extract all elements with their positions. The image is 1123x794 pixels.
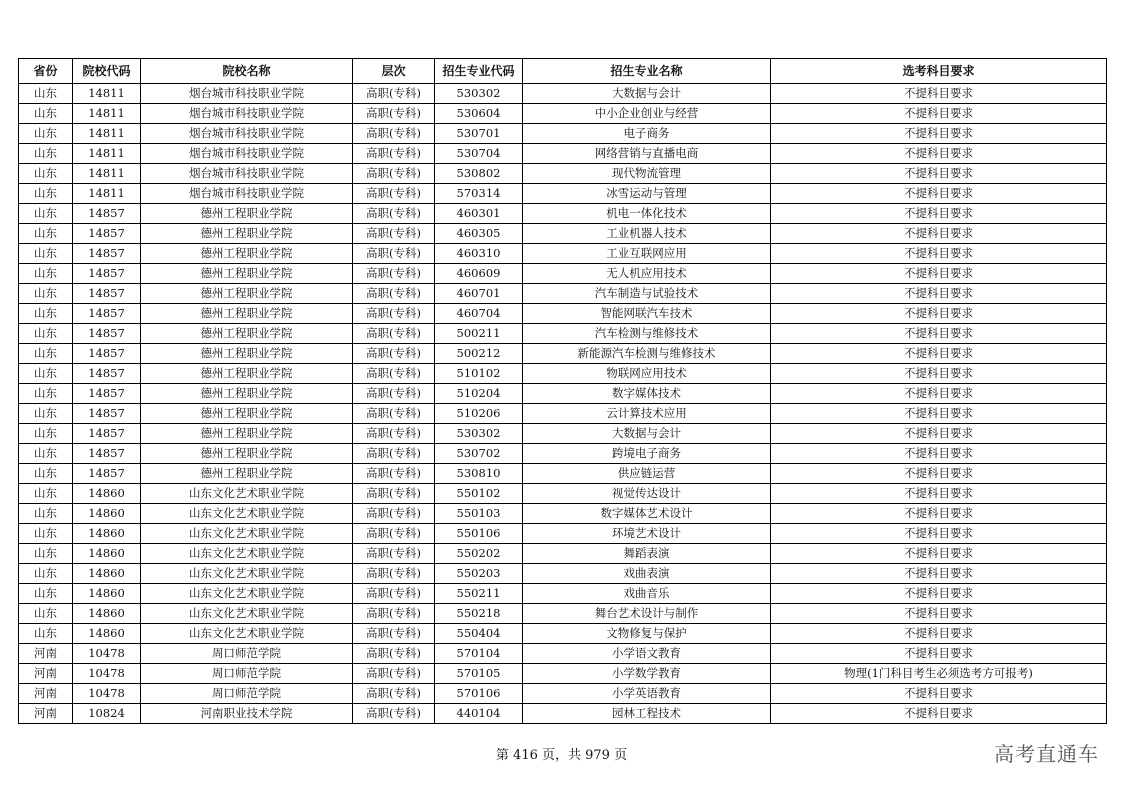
cell-province: 河南 — [19, 664, 73, 684]
cell-major-name: 汽车检测与维修技术 — [523, 324, 771, 344]
cell-school-code: 14857 — [73, 264, 141, 284]
cell-province: 山东 — [19, 524, 73, 544]
header-major-code: 招生专业代码 — [435, 59, 523, 84]
cell-level: 高职(专科) — [353, 184, 435, 204]
cell-major-code: 530802 — [435, 164, 523, 184]
cell-level: 高职(专科) — [353, 704, 435, 724]
cell-major-code: 570106 — [435, 684, 523, 704]
cell-subject-requirement: 不提科目要求 — [771, 684, 1107, 704]
cell-major-name: 数字媒体艺术设计 — [523, 504, 771, 524]
cell-level: 高职(专科) — [353, 264, 435, 284]
cell-major-code: 530302 — [435, 84, 523, 104]
cell-school-name: 德州工程职业学院 — [141, 224, 353, 244]
cell-school-name: 德州工程职业学院 — [141, 384, 353, 404]
cell-school-code: 14860 — [73, 604, 141, 624]
table-row — [19, 624, 1107, 644]
header-school-code: 院校代码 — [73, 59, 141, 84]
cell-school-code: 14857 — [73, 464, 141, 484]
cell-major-name: 工业互联网应用 — [523, 244, 771, 264]
header-subject-requirement: 选考科目要求 — [771, 59, 1107, 84]
cell-province: 山东 — [19, 304, 73, 324]
table-row — [19, 424, 1107, 444]
table-row — [19, 304, 1107, 324]
table-row — [19, 244, 1107, 264]
cell-school-code: 10478 — [73, 644, 141, 664]
cell-major-name: 数字媒体技术 — [523, 384, 771, 404]
page-number: 第 416 页，共 979 页 — [495, 748, 628, 763]
cell-level: 高职(专科) — [353, 684, 435, 704]
cell-province: 山东 — [19, 584, 73, 604]
cell-school-name: 山东文化艺术职业学院 — [141, 604, 353, 624]
cell-subject-requirement: 不提科目要求 — [771, 344, 1107, 364]
cell-school-code: 10478 — [73, 684, 141, 704]
cell-major-code: 510204 — [435, 384, 523, 404]
cell-province: 山东 — [19, 564, 73, 584]
cell-province: 山东 — [19, 544, 73, 564]
cell-subject-requirement: 不提科目要求 — [771, 324, 1107, 344]
cell-school-name: 烟台城市科技职业学院 — [141, 184, 353, 204]
cell-major-code: 550103 — [435, 504, 523, 524]
cell-province: 山东 — [19, 404, 73, 424]
cell-major-name: 电子商务 — [523, 124, 771, 144]
cell-school-code: 14857 — [73, 344, 141, 364]
cell-level: 高职(专科) — [353, 164, 435, 184]
cell-school-code: 14857 — [73, 364, 141, 384]
cell-school-name: 德州工程职业学院 — [141, 344, 353, 364]
cell-school-code: 14857 — [73, 324, 141, 344]
table-row — [19, 124, 1107, 144]
cell-major-name: 汽车制造与试验技术 — [523, 284, 771, 304]
cell-major-code: 570104 — [435, 644, 523, 664]
cell-subject-requirement: 不提科目要求 — [771, 704, 1107, 724]
cell-major-name: 大数据与会计 — [523, 84, 771, 104]
cell-major-code: 460310 — [435, 244, 523, 264]
cell-major-code: 460301 — [435, 204, 523, 224]
cell-province: 山东 — [19, 144, 73, 164]
cell-school-code: 14857 — [73, 404, 141, 424]
cell-level: 高职(专科) — [353, 224, 435, 244]
cell-school-name: 德州工程职业学院 — [141, 204, 353, 224]
cell-province: 山东 — [19, 284, 73, 304]
cell-province: 山东 — [19, 384, 73, 404]
cell-major-code: 550203 — [435, 564, 523, 584]
cell-major-name: 视觉传达设计 — [523, 484, 771, 504]
cell-major-code: 550102 — [435, 484, 523, 504]
cell-subject-requirement: 不提科目要求 — [771, 604, 1107, 624]
cell-subject-requirement: 不提科目要求 — [771, 164, 1107, 184]
cell-province: 山东 — [19, 84, 73, 104]
cell-level: 高职(专科) — [353, 84, 435, 104]
cell-subject-requirement: 不提科目要求 — [771, 264, 1107, 284]
cell-province: 山东 — [19, 504, 73, 524]
table-row — [19, 464, 1107, 484]
cell-school-name: 德州工程职业学院 — [141, 444, 353, 464]
cell-major-name: 无人机应用技术 — [523, 264, 771, 284]
cell-province: 山东 — [19, 224, 73, 244]
cell-province: 山东 — [19, 624, 73, 644]
cell-school-name: 山东文化艺术职业学院 — [141, 564, 353, 584]
cell-school-name: 河南职业技术学院 — [141, 704, 353, 724]
cell-level: 高职(专科) — [353, 644, 435, 664]
cell-major-code: 550202 — [435, 544, 523, 564]
cell-major-code: 460609 — [435, 264, 523, 284]
cell-school-name: 山东文化艺术职业学院 — [141, 624, 353, 644]
cell-subject-requirement: 不提科目要求 — [771, 444, 1107, 464]
cell-school-code: 14857 — [73, 284, 141, 304]
cell-major-name: 现代物流管理 — [523, 164, 771, 184]
table-row — [19, 204, 1107, 224]
admission-table — [18, 58, 1107, 724]
cell-school-name: 烟台城市科技职业学院 — [141, 144, 353, 164]
cell-level: 高职(专科) — [353, 404, 435, 424]
cell-school-code: 14860 — [73, 524, 141, 544]
table-row — [19, 84, 1107, 104]
cell-school-code: 14860 — [73, 544, 141, 564]
table-row — [19, 684, 1107, 704]
cell-major-name: 智能网联汽车技术 — [523, 304, 771, 324]
cell-major-name: 冰雪运动与管理 — [523, 184, 771, 204]
cell-school-name: 德州工程职业学院 — [141, 324, 353, 344]
cell-level: 高职(专科) — [353, 444, 435, 464]
cell-province: 山东 — [19, 104, 73, 124]
cell-school-name: 烟台城市科技职业学院 — [141, 124, 353, 144]
cell-level: 高职(专科) — [353, 204, 435, 224]
cell-province: 山东 — [19, 124, 73, 144]
cell-level: 高职(专科) — [353, 564, 435, 584]
cell-major-code: 570105 — [435, 664, 523, 684]
table-row — [19, 144, 1107, 164]
cell-province: 山东 — [19, 444, 73, 464]
cell-school-code: 14857 — [73, 444, 141, 464]
cell-subject-requirement: 不提科目要求 — [771, 224, 1107, 244]
table-row — [19, 404, 1107, 424]
cell-major-name: 小学数学教育 — [523, 664, 771, 684]
cell-subject-requirement: 不提科目要求 — [771, 84, 1107, 104]
cell-level: 高职(专科) — [353, 624, 435, 644]
cell-subject-requirement: 不提科目要求 — [771, 484, 1107, 504]
cell-province: 山东 — [19, 204, 73, 224]
cell-level: 高职(专科) — [353, 544, 435, 564]
cell-school-name: 周口师范学院 — [141, 644, 353, 664]
cell-major-name: 戏曲音乐 — [523, 584, 771, 604]
cell-major-code: 550218 — [435, 604, 523, 624]
cell-major-code: 530704 — [435, 144, 523, 164]
cell-school-name: 烟台城市科技职业学院 — [141, 164, 353, 184]
table-row — [19, 324, 1107, 344]
cell-level: 高职(专科) — [353, 344, 435, 364]
cell-subject-requirement: 不提科目要求 — [771, 424, 1107, 444]
cell-major-code: 570314 — [435, 184, 523, 204]
cell-subject-requirement: 不提科目要求 — [771, 304, 1107, 324]
cell-school-code: 14860 — [73, 584, 141, 604]
cell-province: 山东 — [19, 324, 73, 344]
cell-major-name: 物联网应用技术 — [523, 364, 771, 384]
cell-province: 山东 — [19, 164, 73, 184]
cell-school-code: 14811 — [73, 104, 141, 124]
cell-school-name: 德州工程职业学院 — [141, 284, 353, 304]
cell-subject-requirement: 不提科目要求 — [771, 204, 1107, 224]
cell-school-code: 14857 — [73, 424, 141, 444]
cell-province: 河南 — [19, 644, 73, 664]
cell-province: 山东 — [19, 244, 73, 264]
cell-school-name: 德州工程职业学院 — [141, 244, 353, 264]
cell-major-code: 460305 — [435, 224, 523, 244]
cell-subject-requirement: 不提科目要求 — [771, 644, 1107, 664]
cell-level: 高职(专科) — [353, 104, 435, 124]
cell-subject-requirement: 不提科目要求 — [771, 364, 1107, 384]
cell-major-name: 大数据与会计 — [523, 424, 771, 444]
cell-school-code: 14857 — [73, 384, 141, 404]
cell-subject-requirement: 不提科目要求 — [771, 184, 1107, 204]
table-row — [19, 564, 1107, 584]
cell-school-code: 14811 — [73, 164, 141, 184]
table-row — [19, 584, 1107, 604]
cell-major-name: 舞蹈表演 — [523, 544, 771, 564]
cell-major-code: 550404 — [435, 624, 523, 644]
cell-school-name: 德州工程职业学院 — [141, 424, 353, 444]
cell-province: 山东 — [19, 344, 73, 364]
table-row — [19, 544, 1107, 564]
table-row — [19, 264, 1107, 284]
cell-school-code: 10478 — [73, 664, 141, 684]
header-major-name: 招生专业名称 — [523, 59, 771, 84]
cell-major-name: 跨境电子商务 — [523, 444, 771, 464]
cell-school-code: 14811 — [73, 144, 141, 164]
header-province: 省份 — [19, 59, 73, 84]
cell-major-code: 510206 — [435, 404, 523, 424]
cell-major-name: 舞台艺术设计与制作 — [523, 604, 771, 624]
cell-major-name: 机电一体化技术 — [523, 204, 771, 224]
cell-major-code: 530701 — [435, 124, 523, 144]
cell-school-name: 烟台城市科技职业学院 — [141, 84, 353, 104]
cell-subject-requirement: 不提科目要求 — [771, 404, 1107, 424]
cell-subject-requirement: 物理(1门科目考生必须选考方可报考) — [771, 664, 1107, 684]
header-school-name: 院校名称 — [141, 59, 353, 84]
cell-subject-requirement: 不提科目要求 — [771, 544, 1107, 564]
cell-school-code: 14857 — [73, 304, 141, 324]
table-row — [19, 444, 1107, 464]
cell-school-code: 14860 — [73, 564, 141, 584]
table-row — [19, 224, 1107, 244]
cell-province: 山东 — [19, 464, 73, 484]
cell-major-code: 460704 — [435, 304, 523, 324]
table-row — [19, 104, 1107, 124]
cell-school-name: 德州工程职业学院 — [141, 264, 353, 284]
cell-level: 高职(专科) — [353, 524, 435, 544]
cell-province: 山东 — [19, 604, 73, 624]
cell-major-name: 小学语文教育 — [523, 644, 771, 664]
table-header-row — [19, 59, 1107, 84]
cell-school-name: 德州工程职业学院 — [141, 404, 353, 424]
cell-subject-requirement: 不提科目要求 — [771, 104, 1107, 124]
cell-school-name: 周口师范学院 — [141, 684, 353, 704]
cell-major-code: 530702 — [435, 444, 523, 464]
cell-major-name: 环境艺术设计 — [523, 524, 771, 544]
cell-subject-requirement: 不提科目要求 — [771, 464, 1107, 484]
watermark: 高考直通车 — [994, 742, 1099, 766]
cell-major-code: 530604 — [435, 104, 523, 124]
cell-school-code: 14860 — [73, 624, 141, 644]
cell-major-name: 中小企业创业与经营 — [523, 104, 771, 124]
cell-level: 高职(专科) — [353, 504, 435, 524]
table-row — [19, 524, 1107, 544]
cell-major-name: 新能源汽车检测与维修技术 — [523, 344, 771, 364]
cell-major-code: 550106 — [435, 524, 523, 544]
cell-level: 高职(专科) — [353, 604, 435, 624]
cell-major-code: 510102 — [435, 364, 523, 384]
table-row — [19, 484, 1107, 504]
cell-major-name: 云计算技术应用 — [523, 404, 771, 424]
cell-level: 高职(专科) — [353, 424, 435, 444]
cell-major-code: 530810 — [435, 464, 523, 484]
cell-province: 山东 — [19, 184, 73, 204]
header-level: 层次 — [353, 59, 435, 84]
cell-major-name: 园林工程技术 — [523, 704, 771, 724]
cell-subject-requirement: 不提科目要求 — [771, 564, 1107, 584]
cell-school-name: 山东文化艺术职业学院 — [141, 524, 353, 544]
table-row — [19, 344, 1107, 364]
cell-major-code: 440104 — [435, 704, 523, 724]
table-row — [19, 704, 1107, 724]
cell-level: 高职(专科) — [353, 464, 435, 484]
cell-subject-requirement: 不提科目要求 — [771, 244, 1107, 264]
cell-subject-requirement: 不提科目要求 — [771, 524, 1107, 544]
cell-school-name: 德州工程职业学院 — [141, 304, 353, 324]
cell-level: 高职(专科) — [353, 364, 435, 384]
table-row — [19, 364, 1107, 384]
cell-subject-requirement: 不提科目要求 — [771, 144, 1107, 164]
cell-level: 高职(专科) — [353, 484, 435, 504]
cell-school-code: 14857 — [73, 204, 141, 224]
cell-level: 高职(专科) — [353, 144, 435, 164]
cell-school-name: 德州工程职业学院 — [141, 364, 353, 384]
table-row — [19, 604, 1107, 624]
cell-school-name: 烟台城市科技职业学院 — [141, 104, 353, 124]
table-row — [19, 284, 1107, 304]
cell-level: 高职(专科) — [353, 284, 435, 304]
cell-level: 高职(专科) — [353, 244, 435, 264]
cell-school-code: 14860 — [73, 484, 141, 504]
cell-level: 高职(专科) — [353, 124, 435, 144]
cell-school-code: 14811 — [73, 124, 141, 144]
cell-level: 高职(专科) — [353, 584, 435, 604]
cell-school-name: 山东文化艺术职业学院 — [141, 484, 353, 504]
cell-subject-requirement: 不提科目要求 — [771, 504, 1107, 524]
cell-level: 高职(专科) — [353, 384, 435, 404]
table-row — [19, 644, 1107, 664]
cell-province: 山东 — [19, 364, 73, 384]
cell-major-name: 网络营销与直播电商 — [523, 144, 771, 164]
cell-province: 河南 — [19, 684, 73, 704]
cell-school-name: 山东文化艺术职业学院 — [141, 504, 353, 524]
cell-school-name: 山东文化艺术职业学院 — [141, 584, 353, 604]
cell-province: 山东 — [19, 484, 73, 504]
table-body — [19, 84, 1107, 724]
cell-level: 高职(专科) — [353, 304, 435, 324]
cell-school-code: 10824 — [73, 704, 141, 724]
cell-subject-requirement: 不提科目要求 — [771, 124, 1107, 144]
table-row — [19, 384, 1107, 404]
table-row — [19, 504, 1107, 524]
cell-major-name: 工业机器人技术 — [523, 224, 771, 244]
cell-subject-requirement: 不提科目要求 — [771, 584, 1107, 604]
cell-subject-requirement: 不提科目要求 — [771, 624, 1107, 644]
cell-major-code: 460701 — [435, 284, 523, 304]
cell-major-name: 文物修复与保护 — [523, 624, 771, 644]
cell-school-name: 德州工程职业学院 — [141, 464, 353, 484]
cell-school-code: 14857 — [73, 244, 141, 264]
cell-province: 河南 — [19, 704, 73, 724]
cell-subject-requirement: 不提科目要求 — [771, 284, 1107, 304]
cell-major-code: 500211 — [435, 324, 523, 344]
cell-subject-requirement: 不提科目要求 — [771, 384, 1107, 404]
cell-major-name: 戏曲表演 — [523, 564, 771, 584]
cell-province: 山东 — [19, 424, 73, 444]
cell-major-code: 500212 — [435, 344, 523, 364]
cell-school-code: 14811 — [73, 84, 141, 104]
cell-province: 山东 — [19, 264, 73, 284]
cell-school-name: 山东文化艺术职业学院 — [141, 544, 353, 564]
cell-major-name: 小学英语教育 — [523, 684, 771, 704]
cell-level: 高职(专科) — [353, 324, 435, 344]
cell-school-code: 14811 — [73, 184, 141, 204]
cell-school-code: 14860 — [73, 504, 141, 524]
cell-major-code: 530302 — [435, 424, 523, 444]
table-row — [19, 184, 1107, 204]
cell-school-name: 周口师范学院 — [141, 664, 353, 684]
table-row — [19, 164, 1107, 184]
table-row — [19, 664, 1107, 684]
cell-school-code: 14857 — [73, 224, 141, 244]
cell-level: 高职(专科) — [353, 664, 435, 684]
cell-major-name: 供应链运营 — [523, 464, 771, 484]
cell-major-code: 550211 — [435, 584, 523, 604]
